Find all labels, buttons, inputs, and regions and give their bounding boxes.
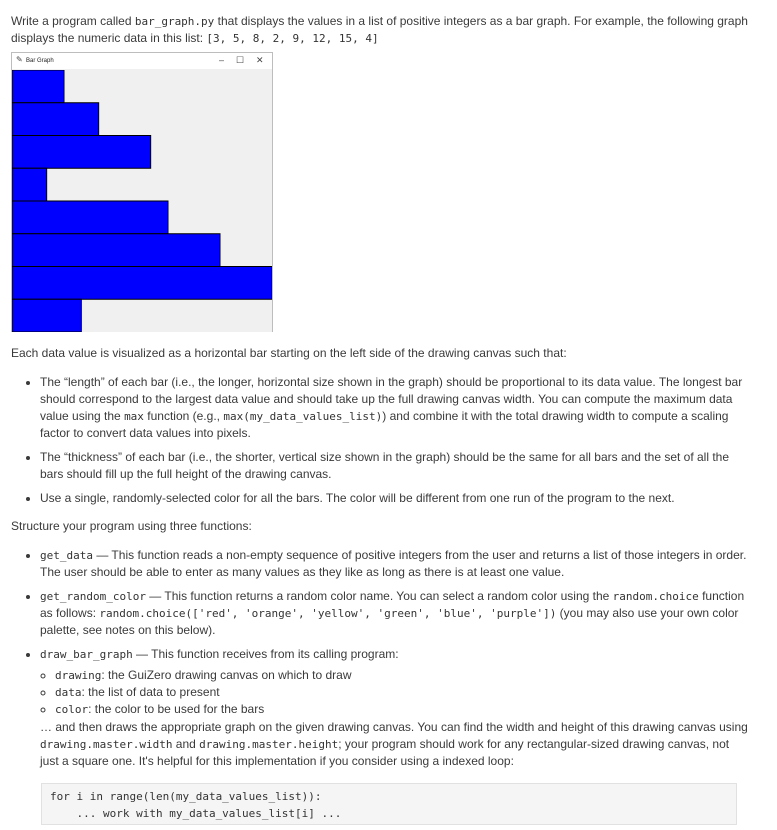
param-item: ◦ color: the color to be used for the bars (55, 701, 750, 718)
window-title: Bar Graph (26, 58, 54, 64)
inline-code: draw_bar_graph (40, 648, 133, 661)
minimize-button[interactable]: – (219, 55, 225, 65)
param-item: ◦ drawing: the GuiZero drawing canvas on which to draw (55, 667, 750, 684)
list-item-draw-bar-graph: • draw_bar_graph — This function receives from its calling program: ◦ drawing: the GuiZero drawing canvas on which to draw ◦ data: the list of data to present ◦ color: the color to be used for the bars … and then draws the appropriate graph on the given drawing canvas. You can find the width and height of this drawing canvas using drawing.master.width and drawing.master.height; your program should work for any rectangular-sized drawing canvas, not just a square one. It's helpful for this implementation if you consider using a indexed loop: (40, 646, 750, 770)
drawing-canvas (12, 70, 272, 332)
requirements-list (20, 374, 750, 514)
bar-1 (12, 103, 99, 136)
intro-text: Write a program called (11, 14, 135, 28)
bar-4 (12, 201, 168, 234)
code-line: ... work with my_data_values_list[i] ... (50, 807, 342, 820)
inline-code: get_data (40, 549, 93, 562)
params-list (40, 667, 750, 718)
code-line: for i in range(len(my_data_values_list)): (50, 790, 322, 803)
list-item: • The “thickness” of each bar (i.e., the shorter, vertical size shown in the graph) should be the same for all bars and the set of all the bars should fill up the full height of the drawing canvas. (40, 449, 750, 483)
maximize-button[interactable]: ☐ (236, 55, 245, 65)
inline-code: max(my_data_values_list) (223, 410, 383, 423)
window-titlebar[interactable] (12, 53, 272, 69)
inline-code: get_random_color (40, 590, 146, 603)
param-item: ◦ data: the list of data to present (55, 684, 750, 701)
bar-5 (12, 234, 220, 267)
bar-6 (12, 267, 272, 300)
functions-list (20, 547, 750, 777)
code-block (41, 783, 737, 825)
filename-code: bar_graph.py (134, 15, 215, 28)
intro-text-2: that displays the values in a list of positive integers as a bar graph. For example, the following graph displays the numeric data in this list: (11, 14, 748, 45)
bar-2 (12, 136, 151, 169)
inline-code: drawing.master.height (199, 738, 339, 751)
inline-code: random.choice (612, 590, 699, 603)
feather-icon: ✎ (16, 55, 23, 64)
bar-0 (12, 70, 64, 103)
bar-7 (12, 299, 81, 332)
bar-3 (12, 168, 47, 201)
inline-code: drawing.master.width (40, 738, 173, 751)
description-paragraph: Each data value is visualized as a horizontal bar starting on the left side of the drawing canvas such that: (11, 346, 567, 360)
list-item-get-data: • get_data — This function reads a non-empty sequence of positive integers from the user and returns a list of those integers in order. The user should be able to enter as many values as they like as long as there is at least one value. (40, 547, 750, 581)
structure-paragraph: Structure your program using three functions: (11, 519, 252, 533)
bar-graph-window (11, 52, 273, 332)
list-item: • Use a single, randomly-selected color for all the bars. The color will be different from one run of the program to the next. (40, 490, 750, 507)
list-item: • The “length” of each bar (i.e., the longer, horizontal size shown in the graph) should be proportional to its data value. The longest bar should correspond to the largest data value and should take up the full drawing canvas width. You can compute the maximum data value using the max function (e.g., max(my_data_values_list)) and combine it with the total drawing width to compute a scaling factor to convert data values into pixels. (40, 374, 750, 442)
list-item-get-random-color: • get_random_color — This function returns a random color name. You can select a random color using the random.choice function as follows: random.choice(['red', 'orange', 'yellow', 'green', 'blue', 'purple']) (you may also use your own color palette, see notes on this below). (40, 588, 750, 639)
list-literal-code: [3, 5, 8, 2, 9, 12, 15, 4] (206, 32, 379, 45)
intro-paragraph (11, 13, 761, 47)
inline-code: random.choice(['red', 'orange', 'yellow', 'green', 'blue', 'purple']) (99, 607, 557, 620)
inline-code: max (124, 410, 144, 423)
close-button[interactable]: ✕ (256, 55, 264, 65)
draw-details: … and then draws the appropriate graph on the given drawing canvas. You can find the width and height of this drawing canvas using drawing.master.width and drawing.master.height; your program should work for any rectangular-sized drawing canvas, not just a square one. It's helpful for this implementation if you consider using a indexed loop: (40, 720, 748, 768)
